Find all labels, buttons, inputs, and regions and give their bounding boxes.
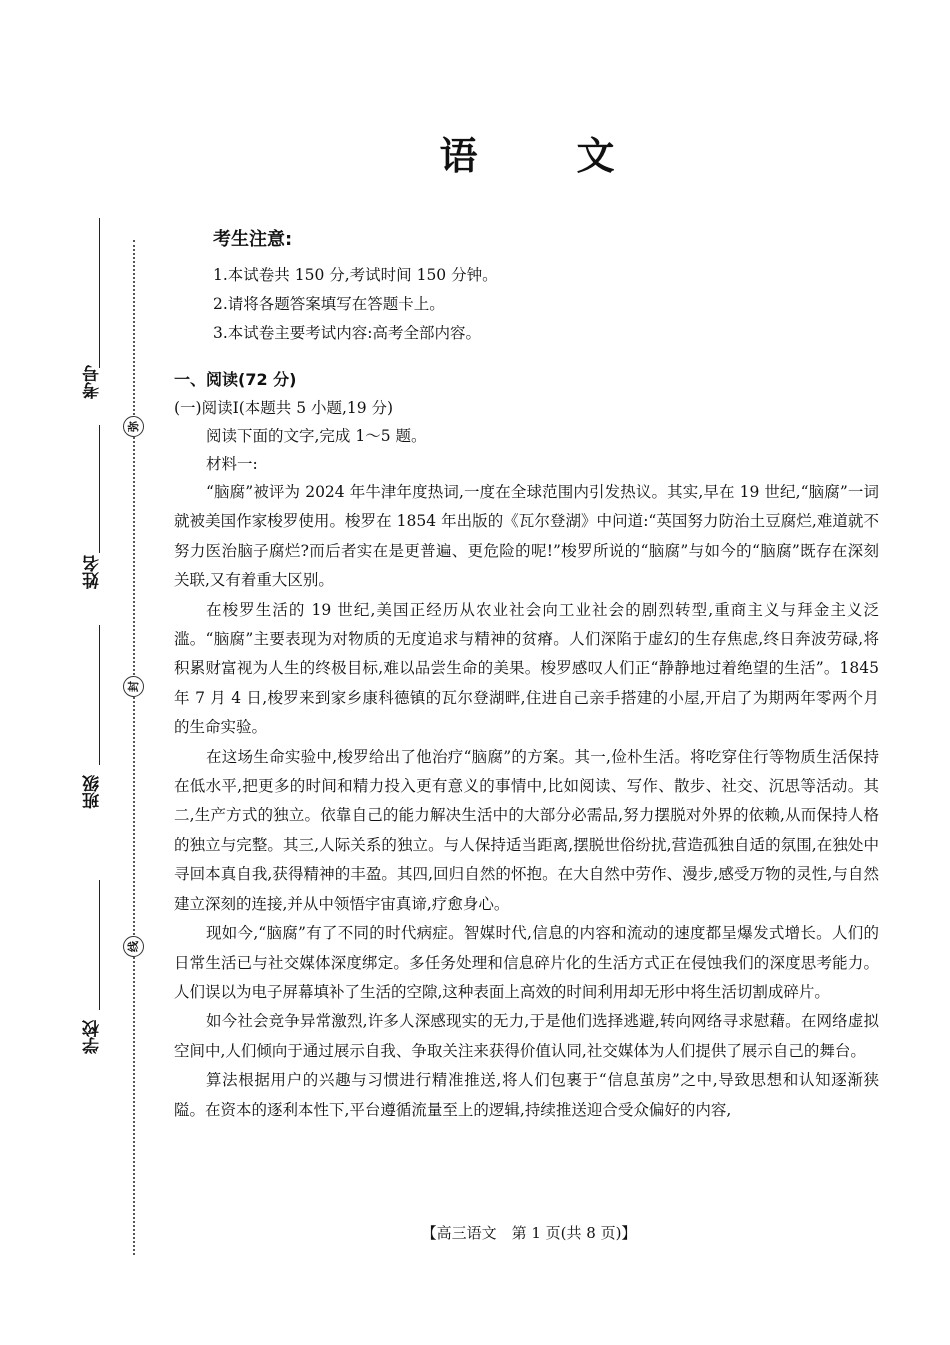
seal-feng: 封	[123, 676, 144, 697]
paragraph: “脑腐”被评为 2024 年牛津年度热词,一度在全球范围内引发热议。其实,早在 19 世纪,“脑腐”一词就被美国作家梭罗使用。梭罗在 1854 年出版的《瓦尔登湖》中问道:“英国努力防治土豆腐烂,难道就不努力医治脑子腐烂?而后者实在是更普遍、更危险的呢!”梭罗所说的“脑腐”与如今的“脑腐”既存在深刻关联,又有着重大区别。	[174, 483, 879, 590]
notice-item: 3.本试卷主要考试内容:高考全部内容。	[213, 324, 482, 342]
title-char-2: 文	[576, 134, 619, 178]
xuexiao-label: 学校	[83, 1020, 103, 1054]
title-char-1: 语	[439, 134, 482, 178]
paragraph: 如今社会竞争异常激烈,许多人深感现实的无力,于是他们选择逃避,转向网络寻求慰藉。在网络虚拟空间中,人们倾向于通过展示自我、争取关注来获得价值认同,社交媒体为人们提供了展示自己的舞台。	[174, 1012, 879, 1060]
notice-item: 1.本试卷共 150 分,考试时间 150 分钟。	[213, 266, 498, 284]
paragraph: 在梭罗生活的 19 世纪,美国正经历从农业社会向工业社会的剧烈转型,重商主义与拜金主义泛滥。“脑腐”主要表现为对物质的无度追求与精神的贫瘠。人们深陷于虚幻的生存焦虑,终日奔波劳碌,将积累财富视为人生的终极目标,难以品尝生命的美果。梭罗感叹人们正“静静地过着绝望的生活”。1845 年 7 月 4 日,梭罗来到家乡康科德镇的瓦尔登湖畔,住进自己亲手搭建的小屋,开启了为期两年零两个月的生命实验。	[174, 600, 879, 737]
material-label: 材料一:	[206, 455, 258, 473]
reading-instruction: 阅读下面的文字,完成 1～5 题。	[206, 427, 427, 445]
banji-label: 班级	[83, 775, 103, 809]
paragraph: 现如今,“脑腐”有了不同的时代病症。智媒时代,信息的内容和流动的速度都呈爆发式增长。人们的日常生活已与社交媒体深度绑定。多任务处理和信息碎片化的生活方式正在侵蚀我们的深度思考能力。人们误以为电子屏幕填补了生活的空隙,这种表面上高效的时间利用却无形中将生活切割成碎片。	[174, 924, 879, 1001]
seal-mi: 弥	[123, 416, 144, 437]
notice-heading: 考生注意:	[213, 229, 293, 250]
notice-item: 2.请将各题答案填写在答题卡上。	[213, 295, 445, 313]
paragraph: 在这场生命实验中,梭罗给出了他治疗“脑腐”的方案。其一,俭朴生活。将吃穿住行等物质生活保持在低水平,把更多的时间和精力投入更有意义的事情中,比如阅读、写作、散步、社交、沉思等活动。其二,生产方式的独立。依靠自己的能力解决生活中的大部分必需品,努力摆脱对外界的依赖,从而保持人格的独立与完整。其三,人际关系的独立。与人保持适当距离,摆脱世俗纷扰,营造孤独自适的氛围,在独处中寻回本真自我,获得精神的丰盈。其四,回归自然的怀抱。在大自然中劳作、漫步,感受万物的灵性,与自然建立深刻的连接,并从中领悟宇宙真谛,疗愈身心。	[174, 747, 879, 913]
xingming-blank-line	[99, 425, 100, 553]
xingming-label: 姓名	[83, 555, 103, 589]
banji-blank-line	[99, 625, 100, 765]
kaohao-blank-line	[99, 218, 100, 368]
xuexiao-blank-line	[99, 880, 100, 1010]
reading-section	[174, 366, 879, 1125]
kaohao-label: 考号	[83, 365, 103, 399]
exam-notice	[213, 225, 498, 348]
seal-dotted-line	[133, 240, 135, 1255]
sub-section-heading: (一)阅读Ⅰ(本题共 5 小题,19 分)	[174, 399, 394, 417]
seal-xian: 线	[123, 936, 144, 957]
page-footer: 【高三语文 第 1 页(共 8 页)】	[421, 1224, 637, 1242]
section-heading: 一、阅读(72 分)	[174, 370, 297, 389]
paragraph: 算法根据用户的兴趣与习惯进行精准推送,将人们包裹于“信息茧房”之中,导致思想和认知逐渐狭隘。在资本的逐利本性下,平台遵循流量至上的逻辑,持续推送迎合受众偏好的内容,	[174, 1071, 879, 1119]
page-title	[0, 125, 950, 180]
